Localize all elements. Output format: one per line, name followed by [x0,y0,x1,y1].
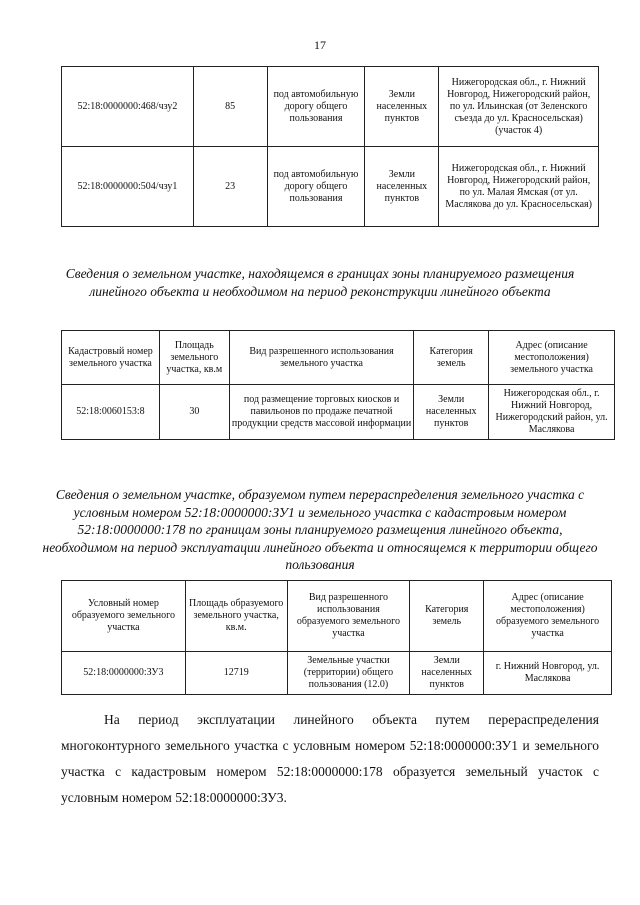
header-address: Адрес (описание местоположения) образуемого земельного участка [484,581,612,652]
header-area: Площадь земельного участка, кв.м [159,331,229,385]
table-header-row [62,331,615,385]
parcel-use-cell: под автомобильную дорогу общего пользования [267,67,365,147]
parcel-area-cell: 23 [193,147,267,227]
parcel-area-cell: 85 [193,67,267,147]
parcel-category-cell: Земли населенных пунктов [410,652,484,695]
header-address: Адрес (описание местоположения) земельного участка [489,331,615,385]
table-row [62,652,612,695]
header-conditional-number: Условный номер образуемого земельного участка [62,581,186,652]
parcel-number-cell: 52:18:0060153:8 [62,385,160,440]
parcel-address-cell: Нижегородская обл., г. Нижний Новгород, Нижегородский район, по ул. Ильинская (от Зеленского съезда до ул. Красносельская) (участок 4) [439,67,599,147]
table-header-row [62,581,612,652]
header-permitted-use: Вид разрешенного использования земельного участка [229,331,413,385]
header-land-category: Категория земель [414,331,489,385]
parcel-area-cell: 30 [159,385,229,440]
parcel-number-cell: 52:18:0000000:ЗУ3 [62,652,186,695]
header-area: Площадь образуемого земельного участка, кв.м. [185,581,287,652]
parcel-area-cell: 12719 [185,652,287,695]
parcel-address-cell: Нижегородская обл., г. Нижний Новгород, Нижегородский район, по ул. Малая Ямская (от ул. Маслякова до ул. Красносельская) [439,147,599,227]
body-paragraph [61,707,599,811]
parcel-address-cell: г. Нижний Новгород, ул. Маслякова [484,652,612,695]
paragraph-text: На период эксплуатации линейного объекта путем перераспределения многоконтурного земельного участка с условным номером 52:18:0000000:ЗУ1 и земельного участка с кадастровым номером 52:18:0000000:178 образуется земельный участок с условным номером 52:18:0000000:ЗУ3. [61,712,599,805]
formed-parcel-table [61,580,612,695]
table-row [62,385,615,440]
header-land-category: Категория земель [410,581,484,652]
parcel-number-cell: 52:18:0000000:504/чзу1 [62,147,194,227]
table-row [62,147,599,227]
parcel-number-cell: 52:18:0000000:468/чзу2 [62,67,194,147]
parcel-category-cell: Земли населенных пунктов [365,147,439,227]
table-row [62,67,599,147]
parcel-use-cell: Земельные участки (территории) общего пользования (12.0) [287,652,410,695]
page-number: 17 [314,38,326,52]
parcels-table-continued [61,66,599,227]
parcel-address-cell: Нижегородская обл., г. Нижний Новгород, Нижегородский район, ул. Маслякова [489,385,615,440]
header-permitted-use: Вид разрешенного использования образуемого земельного участка [287,581,410,652]
reconstruction-parcel-table [61,330,615,440]
parcel-use-cell: под автомобильную дорогу общего пользования [267,147,365,227]
parcel-category-cell: Земли населенных пунктов [414,385,489,440]
section-heading-exploitation: Сведения о земельном участке, образуемом путем перераспределения земельного участка с условным номером 52:18:0000000:ЗУ1 и земельного участка с кадастровым номером 52:18:0000000:178 по границам зоны планируемого размещения линейного объекта, необходимом на период эксплуатации линейного объекта и относящемся к территории общего пользования [42,487,598,572]
parcel-use-cell: под размещение торговых киосков и павильонов по продаже печатной продукции средств массовой информации [229,385,413,440]
section-heading-reconstruction: Сведения о земельном участке, находящемся в границах зоны планируемого размещения линейного объекта и необходимом на период реконструкции линейного объекта [65,266,575,299]
parcel-category-cell: Земли населенных пунктов [365,67,439,147]
header-cadastral-number: Кадастровый номер земельного участка [62,331,160,385]
